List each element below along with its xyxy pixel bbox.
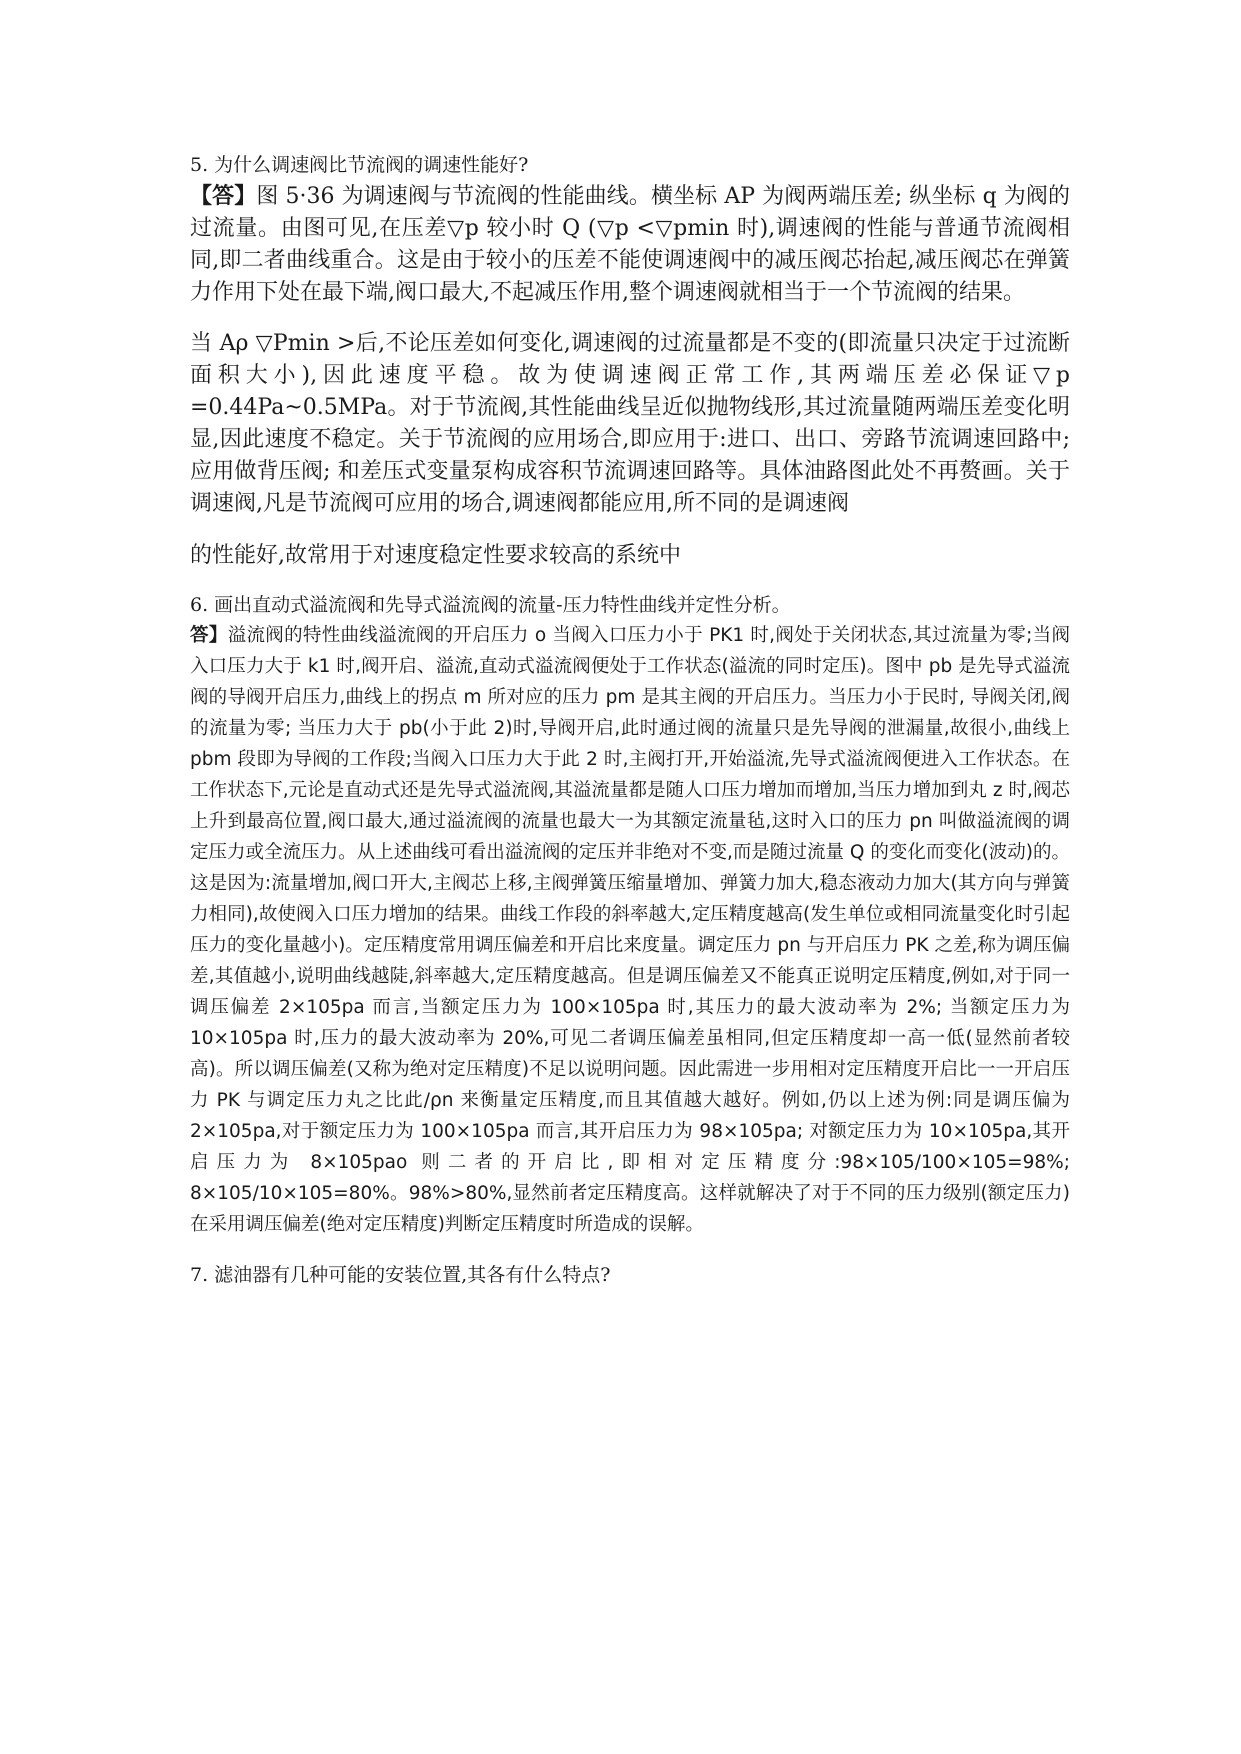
question-5-answer <box>190 180 1070 572</box>
question-6-answer-paragraph <box>190 620 1070 1240</box>
question-6-title: 6. 画出直动式溢流阀和先导式溢流阀的流量-压力特性曲线并定性分析。 <box>190 594 791 616</box>
question-5-answer-paragraph-1 <box>190 180 1070 309</box>
answer-label: 答】 <box>190 625 228 646</box>
question-6-answer <box>190 620 1070 1240</box>
answer-label: 【答】 <box>190 183 257 209</box>
question-7-title: 7. 滤油器有几种可能的安装位置,其各有什么特点? <box>190 1264 611 1286</box>
question-5-answer-text-1: 图 5·36 为调速阀与节流阀的性能曲线。横坐标 AP 为阀两端压差; 纵坐标 q 为阀的过流量。由图可见,在压差▽p 较小时 Q (▽p <▽pmin 时),调速阀的性能与普通节流阀相同,即二者曲线重合。这是由于较小的压差不能使调速阀中的减压阀芯抬起,减压阀芯在弹簧力作用下处在最下端,阀口最大,不起减压作用,整个调速阀就相当于一个节流阀的结果。 <box>190 184 1070 305</box>
question-5-answer-paragraph-3: 的性能好,故常用于对速度稳定性要求较高的系统中 <box>190 543 681 568</box>
question-5-title: 5. 为什么调速阀比节流阀的调速性能好? <box>190 154 529 176</box>
question-5-answer-paragraph-2: 当 Aρ ▽Pmin >后,不论压差如何变化,调速阀的过流量都是不变的(即流量只决定于过流断面积大小),因此速度平稳。故为使调速阀正常工作,其两端压差必保证▽p =0.44Pa~0.5MPa。对于节流阀,其性能曲线呈近似抛物线形,其过流量随两端压差变化明显,因此速度不稳定。关于节流阀的应用场合,即应用于:进口、出口、旁路节流调速回路中; 应用做背压阀; 和差压式变量泵构成容积节流调速回路等。具体油路图此处不再赘画。关于调速阀,凡是节流阀可应用的场合,调速阀都能应用,所不同的是调速阀 <box>190 331 1070 516</box>
question-6-answer-text: 溢流阀的特性曲线溢流阀的开启压力 o 当阀入口压力小于 PK1 时,阀处于关闭状态,其过流量为零;当阀入口压力大于 k1 时,阀开启、溢流,直动式溢流阀便处于工作状态(溢流的同时定压)。图中 pb 是先导式溢流阀的导阀开启压力,曲线上的拐点 m 所对应的压力 pm 是其主阀的开启压力。当压力小于民时, 导阀关闭,阀的流量为零; 当压力大于 pb(小于此 2)时,导阀开启,此时通过阀的流量只是先导阀的泄漏量,故很小,曲线上 pbm 段即为导阀的工作段;当阀入口压力大于此 2 时,主阀打开,开始溢流,先导式溢流阀便进入工作状态。在工作状态下,元论是直动式还是先导式溢流阀,其溢流量都是随人口压力增加而增加,当压力增加到丸 z 时,阀芯上升到最高位置,阀口最大,通过溢流阀的流量也最大一为其额定流量毡,这时入口的压力 pn 叫做溢流阀的调定压力或全流压力。从上述曲线可看出溢流阀的定压并非绝对不变,而是随过流量 Q 的变化而变化(波动)的。这是因为:流量增加,阀口开大,主阀芯上移,主阀弹簧压缩量增加、弹簧力加大,稳态液动力加大(其方向与弹簧力相同),故使阀入口压力增加的结果。曲线工作段的斜率越大,定压精度越高(发生单位或相同流量变化时引起压力的变化量越小)。定压精度常用调压偏差和开启比来度量。调定压力 pn 与开启压力 PK 之差,称为调压偏差,其值越小,说明曲线越陡,斜率越大,定压精度越高。但是调压偏差又不能真正说明定压精度,例如,对于同一调压偏差 2×105pa 而言,当额定压力为 100×105pa 时,其压力的最大波动率为 2%; 当额定压力为 10×105pa 时,压力的最大波动率为 20%,可见二者调压偏差虽相同,但定压精度却一高一低(显然前者较高)。所以调压偏差(又称为绝对定压精度)不足以说明问题。因此需进一步用相对定压精度开启比一一开启压力 PK 与调定压力丸之比此/ρn 来衡量定压精度,而且其值越大越好。例如,仍以上述为例:同是调压偏为 2×105pa,对于额定压力为 100×105pa 而言,其开启压力为 98×105pa; 对额定压力为 10×105pa,其开启压力为 8×105pao 则二者的开启比,即相对定压精度分:98×105/100×105=98%; 8×105/10×105=80%。98%>80%,显然前者定压精度高。这样就解决了对于不同的压力级别(额定压力)在采用调压偏差(绝对定压精度)判断定压精度时所造成的误解。 <box>190 625 1070 1235</box>
document-page <box>190 150 1070 1288</box>
